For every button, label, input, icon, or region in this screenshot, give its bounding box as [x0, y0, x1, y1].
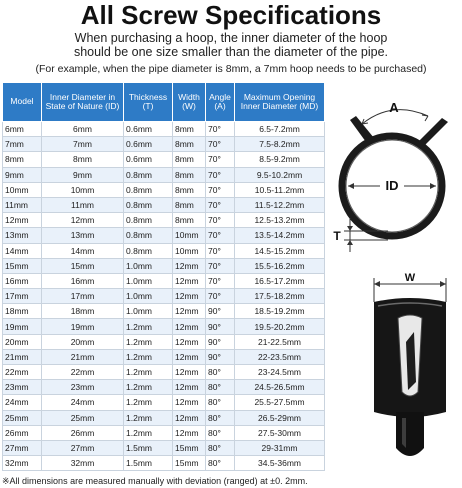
table-cell: 7mm — [42, 137, 124, 152]
table-cell: 70° — [206, 152, 235, 167]
table-cell: 70° — [206, 243, 235, 258]
table-cell: 23mm — [3, 380, 42, 395]
table-cell: 32mm — [3, 456, 42, 471]
table-cell: 12mm — [3, 213, 42, 228]
table-row — [3, 334, 325, 349]
table-cell: 18mm — [42, 304, 124, 319]
table-cell: 25mm — [3, 410, 42, 425]
table-row — [3, 304, 325, 319]
table-cell: 1.0mm — [124, 289, 173, 304]
table-cell: 13.5-14.2mm — [235, 228, 325, 243]
table-cell: 8mm — [173, 213, 206, 228]
table-row — [3, 258, 325, 273]
table-cell: 12mm — [173, 365, 206, 380]
table-cell: 25mm — [42, 410, 124, 425]
hoop-tab-left — [350, 116, 374, 142]
table-cell: 16mm — [42, 273, 124, 288]
table-cell: 80° — [206, 456, 235, 471]
table-cell: 27mm — [3, 440, 42, 455]
table-cell: 25.5-27.5mm — [235, 395, 325, 410]
table-cell: 11.5-12.2mm — [235, 197, 325, 212]
table-row — [3, 228, 325, 243]
table-cell: 12mm — [173, 289, 206, 304]
table-cell: 6mm — [3, 122, 42, 137]
hoop-tab-right — [418, 118, 448, 146]
table-cell: 13mm — [3, 228, 42, 243]
table-cell: 1.0mm — [124, 304, 173, 319]
table-cell: 34.5-36mm — [235, 456, 325, 471]
table-cell: 1.2mm — [124, 395, 173, 410]
table-cell: 70° — [206, 122, 235, 137]
table-cell: 0.6mm — [124, 152, 173, 167]
table-cell: 8mm — [173, 122, 206, 137]
table-cell: 24mm — [42, 395, 124, 410]
table-cell: 21mm — [3, 349, 42, 364]
table-cell: 19mm — [42, 319, 124, 334]
table-cell: 12mm — [173, 410, 206, 425]
table-cell: 1.5mm — [124, 456, 173, 471]
table-cell: 8mm — [3, 152, 42, 167]
table-cell: 13mm — [42, 228, 124, 243]
table-cell: 16.5-17.2mm — [235, 273, 325, 288]
table-cell: 10.5-11.2mm — [235, 182, 325, 197]
table-cell: 80° — [206, 365, 235, 380]
table-cell: 24.5-26.5mm — [235, 380, 325, 395]
table-cell: 19.5-20.2mm — [235, 319, 325, 334]
table-cell: 10mm — [3, 182, 42, 197]
table-cell: 10mm — [42, 182, 124, 197]
table-cell: 18mm — [3, 304, 42, 319]
table-cell: 15mm — [173, 440, 206, 455]
table-cell: 20mm — [42, 334, 124, 349]
table-row — [3, 349, 325, 364]
table-cell: 32mm — [42, 456, 124, 471]
table-cell: 9.5-10.2mm — [235, 167, 325, 182]
column-header: Inner Diameter in State of Nature (ID) — [42, 83, 124, 122]
instruction-line-2: should be one size smaller than the diameter of the pipe. — [73, 45, 389, 59]
table-cell: 8mm — [173, 152, 206, 167]
table-cell: 80° — [206, 410, 235, 425]
table-cell: 8mm — [42, 152, 124, 167]
table-cell: 12.5-13.2mm — [235, 213, 325, 228]
table-header-row — [3, 83, 325, 122]
table-cell: 11mm — [42, 197, 124, 212]
hoop-width-diagram — [362, 272, 458, 472]
table-cell: 8mm — [173, 182, 206, 197]
clamp-tab — [396, 412, 424, 456]
thickness-label: T — [333, 229, 341, 243]
table-cell: 27.5-30mm — [235, 425, 325, 440]
table-cell: 9mm — [3, 167, 42, 182]
table-cell: 17mm — [42, 289, 124, 304]
table-cell: 9mm — [42, 167, 124, 182]
table-cell: 12mm — [173, 349, 206, 364]
table-row — [3, 137, 325, 152]
table-cell: 90° — [206, 304, 235, 319]
table-cell: 1.2mm — [124, 410, 173, 425]
table-cell: 23mm — [42, 380, 124, 395]
table-row — [3, 440, 325, 455]
table-row — [3, 167, 325, 182]
table-row — [3, 213, 325, 228]
table-cell: 70° — [206, 182, 235, 197]
column-header: Angle (A) — [206, 83, 235, 122]
table-cell: 90° — [206, 319, 235, 334]
table-cell: 11mm — [3, 197, 42, 212]
column-header: Thickness (T) — [124, 83, 173, 122]
table-cell: 22mm — [3, 365, 42, 380]
table-cell: 15.5-16.2mm — [235, 258, 325, 273]
table-cell: 0.6mm — [124, 137, 173, 152]
column-header: Width (W) — [173, 83, 206, 122]
page-title: All Screw Specifications — [80, 0, 382, 30]
table-row — [3, 273, 325, 288]
table-cell: 12mm — [173, 334, 206, 349]
table-cell: 0.8mm — [124, 197, 173, 212]
table-cell: 26mm — [3, 425, 42, 440]
table-cell: 12mm — [173, 425, 206, 440]
table-row — [3, 152, 325, 167]
column-header: Model — [3, 83, 42, 122]
table-cell: 23-24.5mm — [235, 365, 325, 380]
table-cell: 70° — [206, 228, 235, 243]
table-cell: 21mm — [42, 349, 124, 364]
table-cell: 12mm — [42, 213, 124, 228]
table-cell: 70° — [206, 197, 235, 212]
width-label: W — [404, 272, 416, 284]
table-cell: 21-22.5mm — [235, 334, 325, 349]
instruction-line-1: When purchasing a hoop, the inner diameter of the hoop — [74, 31, 388, 45]
table-cell: 10mm — [173, 243, 206, 258]
example-note: (For example, when the pipe diameter is 8mm, a 7mm hoop needs to be purchased) — [35, 63, 427, 75]
table-cell: 7mm — [3, 137, 42, 152]
table-cell: 26mm — [42, 425, 124, 440]
table-cell: 29-31mm — [235, 440, 325, 455]
table-cell: 80° — [206, 395, 235, 410]
table-cell: 17mm — [3, 289, 42, 304]
specifications-table — [2, 82, 325, 471]
table-row — [3, 395, 325, 410]
table-row — [3, 122, 325, 137]
table-cell: 20mm — [3, 334, 42, 349]
table-cell: 8mm — [173, 197, 206, 212]
table-cell: 90° — [206, 334, 235, 349]
table-cell: 1.2mm — [124, 319, 173, 334]
table-cell: 8mm — [173, 137, 206, 152]
inner-diameter-label: ID — [385, 178, 399, 193]
table-row — [3, 243, 325, 258]
table-cell: 17.5-18.2mm — [235, 289, 325, 304]
table-row — [3, 319, 325, 334]
table-cell: 1.0mm — [124, 273, 173, 288]
table-cell: 12mm — [173, 304, 206, 319]
table-row — [3, 425, 325, 440]
table-cell: 1.0mm — [124, 258, 173, 273]
table-cell: 80° — [206, 425, 235, 440]
table-cell: 14.5-15.2mm — [235, 243, 325, 258]
table-cell: 12mm — [173, 395, 206, 410]
table-cell: 24mm — [3, 395, 42, 410]
table-cell: 70° — [206, 213, 235, 228]
table-cell: 1.2mm — [124, 334, 173, 349]
table-cell: 70° — [206, 258, 235, 273]
table-cell: 0.8mm — [124, 167, 173, 182]
table-cell: 0.6mm — [124, 122, 173, 137]
table-row — [3, 380, 325, 395]
column-header: Maximum Opening Inner Diameter (MD) — [235, 83, 325, 122]
table-row — [3, 365, 325, 380]
table-cell: 14mm — [3, 243, 42, 258]
table-cell: 19mm — [3, 319, 42, 334]
table-cell: 70° — [206, 167, 235, 182]
table-cell: 70° — [206, 289, 235, 304]
table-cell: 0.8mm — [124, 243, 173, 258]
table-row — [3, 182, 325, 197]
footer-note: ※All dimensions are measured manually with deviation (ranged) at ±0. 2mm. — [2, 476, 308, 486]
table-cell: 26.5-29mm — [235, 410, 325, 425]
table-row — [3, 456, 325, 471]
table-cell: 16mm — [3, 273, 42, 288]
table-cell: 6mm — [42, 122, 124, 137]
table-cell: 14mm — [42, 243, 124, 258]
hoop-ring-diagram — [328, 90, 460, 270]
table-cell: 1.2mm — [124, 380, 173, 395]
table-cell: 22mm — [42, 365, 124, 380]
table-cell: 15mm — [173, 456, 206, 471]
table-cell: 27mm — [42, 440, 124, 455]
table-cell: 80° — [206, 380, 235, 395]
table-cell: 7.5-8.2mm — [235, 137, 325, 152]
table-cell: 18.5-19.2mm — [235, 304, 325, 319]
table-row — [3, 197, 325, 212]
table-cell: 0.8mm — [124, 228, 173, 243]
table-cell: 8mm — [173, 167, 206, 182]
table-row — [3, 289, 325, 304]
table-cell: 0.8mm — [124, 182, 173, 197]
table-cell: 12mm — [173, 273, 206, 288]
table-cell: 1.2mm — [124, 349, 173, 364]
table-cell: 22-23.5mm — [235, 349, 325, 364]
table-cell: 15mm — [3, 258, 42, 273]
table-cell: 80° — [206, 440, 235, 455]
table-cell: 1.5mm — [124, 440, 173, 455]
table-cell: 1.2mm — [124, 425, 173, 440]
table-body — [3, 122, 325, 471]
table-cell: 1.2mm — [124, 365, 173, 380]
table-cell: 0.8mm — [124, 213, 173, 228]
table-cell: 70° — [206, 137, 235, 152]
table-row — [3, 410, 325, 425]
table-cell: 15mm — [42, 258, 124, 273]
table-cell: 12mm — [173, 258, 206, 273]
table-cell: 6.5-7.2mm — [235, 122, 325, 137]
table-cell: 90° — [206, 349, 235, 364]
table-cell: 10mm — [173, 228, 206, 243]
table-cell: 12mm — [173, 380, 206, 395]
angle-label: A — [389, 100, 399, 115]
table-cell: 12mm — [173, 319, 206, 334]
table-cell: 70° — [206, 273, 235, 288]
table-cell: 8.5-9.2mm — [235, 152, 325, 167]
